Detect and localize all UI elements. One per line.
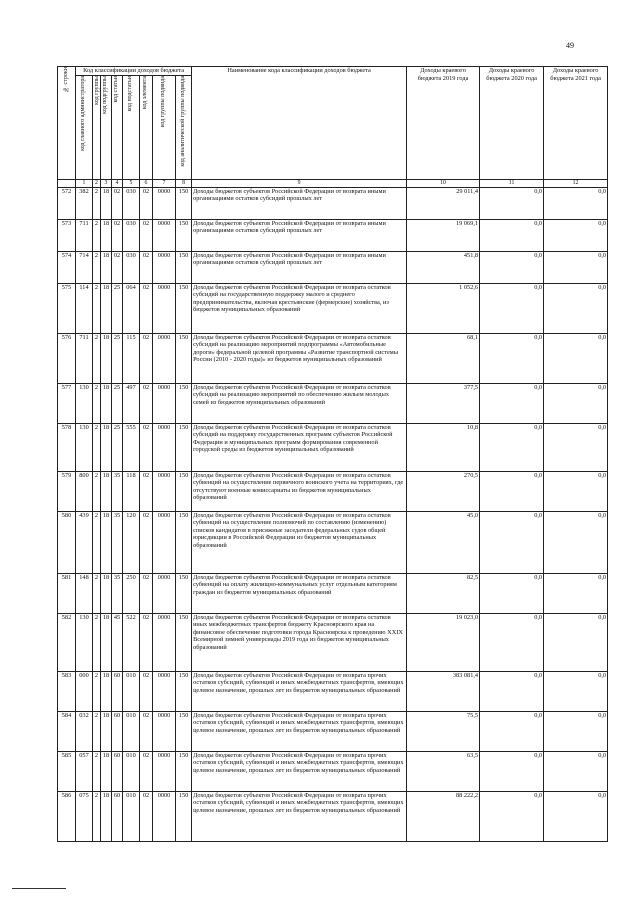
header-element-code: код элемента bbox=[140, 75, 153, 179]
admin-code: 075 bbox=[76, 791, 93, 841]
article-code: 25 bbox=[112, 283, 123, 333]
subgroup-code: 18 bbox=[101, 711, 112, 751]
subarticle-code: 064 bbox=[123, 283, 140, 333]
row-number: 578 bbox=[58, 423, 76, 471]
subgroup-code: 18 bbox=[101, 471, 112, 511]
row-number: 576 bbox=[58, 333, 76, 383]
subtype-group-code: 0000 bbox=[153, 383, 176, 423]
article-code: 60 bbox=[112, 711, 123, 751]
income-2021: 0,0 bbox=[544, 671, 608, 711]
table-row bbox=[58, 219, 608, 251]
element-code: 02 bbox=[140, 613, 153, 671]
header-income-2020: Доходы краевого бюджета 2020 года bbox=[480, 67, 544, 180]
analytic-group-code: 150 bbox=[176, 383, 192, 423]
income-name: Доходы бюджетов субъектов Российской Федерации от возврата прочих остатков субсидий, субвенций и иных межбюджетных трансфертов, имеющих целевое назначение, прошлых лет из бюджетов муниципальных образований bbox=[192, 671, 407, 711]
income-2019: 19 023,0 bbox=[407, 613, 480, 671]
subgroup-code: 18 bbox=[101, 333, 112, 383]
header-income-2021: Доходы краевого бюджета 2021 года bbox=[544, 67, 608, 180]
analytic-group-code: 150 bbox=[176, 471, 192, 511]
subgroup-code: 18 bbox=[101, 791, 112, 841]
subarticle-code: 120 bbox=[123, 511, 140, 573]
income-2021: 0,0 bbox=[544, 613, 608, 671]
group-code: 2 bbox=[93, 283, 101, 333]
subtype-group-code: 0000 bbox=[153, 423, 176, 471]
income-2019: 45,0 bbox=[407, 511, 480, 573]
income-name: Доходы бюджетов субъектов Российской Федерации от возврата прочих остатков субсидий, субвенций и иных межбюджетных трансфертов, имеющих целевое назначение, прошлых лет из бюджетов муниципальных образований bbox=[192, 751, 407, 791]
analytic-group-code: 150 bbox=[176, 751, 192, 791]
header-classification-group: Код классификации доходов бюджета bbox=[76, 67, 192, 76]
index-cell: 6 bbox=[140, 179, 153, 187]
income-name: Доходы бюджетов субъектов Российской Федерации от возврата остатков субсидий на поддержку государственных программ субъектов Российской Федерации и муниципальных программ формирования современной городской среды из бюджетов муниципальных образований bbox=[192, 423, 407, 471]
group-code: 2 bbox=[93, 471, 101, 511]
group-code: 2 bbox=[93, 711, 101, 751]
admin-code: 130 bbox=[76, 613, 93, 671]
income-2021: 0,0 bbox=[544, 573, 608, 613]
subtype-group-code: 0000 bbox=[153, 613, 176, 671]
admin-code: 439 bbox=[76, 511, 93, 573]
admin-code: 148 bbox=[76, 573, 93, 613]
header-subtype-group-code: код группы подвида bbox=[153, 75, 176, 179]
subgroup-code: 18 bbox=[101, 383, 112, 423]
table-row bbox=[58, 613, 608, 671]
header-article-code: код статьи bbox=[112, 75, 123, 179]
subgroup-code: 18 bbox=[101, 219, 112, 251]
table-row bbox=[58, 383, 608, 423]
subtype-group-code: 0000 bbox=[153, 511, 176, 573]
element-code: 02 bbox=[140, 333, 153, 383]
row-number: 583 bbox=[58, 671, 76, 711]
element-code: 02 bbox=[140, 573, 153, 613]
header-admin-code: код главного администратора bbox=[76, 75, 93, 179]
subgroup-code: 18 bbox=[101, 511, 112, 573]
income-2019: 270,5 bbox=[407, 471, 480, 511]
row-number: 584 bbox=[58, 711, 76, 751]
income-2020: 0,0 bbox=[480, 187, 544, 219]
income-2019: 451,8 bbox=[407, 251, 480, 283]
income-2021: 0,0 bbox=[544, 219, 608, 251]
table-row bbox=[58, 573, 608, 613]
subtype-group-code: 0000 bbox=[153, 283, 176, 333]
element-code: 02 bbox=[140, 751, 153, 791]
index-cell: 10 bbox=[407, 179, 480, 187]
income-2020: 0,0 bbox=[480, 219, 544, 251]
income-2020: 0,0 bbox=[480, 423, 544, 471]
income-name: Доходы бюджетов субъектов Российской Федерации от возврата иными организациями остатков субсидий прошлых лет bbox=[192, 187, 407, 219]
header-row-number: № строки bbox=[58, 67, 76, 180]
element-code: 02 bbox=[140, 187, 153, 219]
admin-code: 114 bbox=[76, 283, 93, 333]
article-code: 02 bbox=[112, 251, 123, 283]
group-code: 2 bbox=[93, 791, 101, 841]
index-cell: 11 bbox=[480, 179, 544, 187]
subgroup-code: 18 bbox=[101, 187, 112, 219]
subgroup-code: 18 bbox=[101, 283, 112, 333]
analytic-group-code: 150 bbox=[176, 283, 192, 333]
element-code: 02 bbox=[140, 471, 153, 511]
row-number: 574 bbox=[58, 251, 76, 283]
analytic-group-code: 150 bbox=[176, 791, 192, 841]
subarticle-code: 030 bbox=[123, 187, 140, 219]
index-cell: 3 bbox=[101, 179, 112, 187]
group-code: 2 bbox=[93, 187, 101, 219]
admin-code: 130 bbox=[76, 383, 93, 423]
index-cell: 2 bbox=[93, 179, 101, 187]
header-subgroup-code: код подгруппы bbox=[101, 75, 112, 179]
index-cell: 8 bbox=[176, 179, 192, 187]
income-name: Доходы бюджетов субъектов Российской Федерации от возврата остатков субсидий на реализацию мероприятий подпрограммы «Автомобильные дороги» федеральной целевой программы «Развитие транспортной системы России (2010 - 2020 годы)» из бюджетов муниципальных образований bbox=[192, 333, 407, 383]
subarticle-code: 010 bbox=[123, 671, 140, 711]
admin-code: 032 bbox=[76, 711, 93, 751]
admin-code: 711 bbox=[76, 219, 93, 251]
income-2019: 377,5 bbox=[407, 383, 480, 423]
budget-income-table bbox=[57, 66, 608, 842]
income-name: Доходы бюджетов субъектов Российской Федерации от возврата остатков субвенций на осуществление первичного воинского учета на территориях, где отсутствуют военные комиссариаты из бюджетов муниципальных образований bbox=[192, 471, 407, 511]
table-row bbox=[58, 751, 608, 791]
income-2021: 0,0 bbox=[544, 791, 608, 841]
analytic-group-code: 150 bbox=[176, 187, 192, 219]
article-code: 60 bbox=[112, 791, 123, 841]
income-2020: 0,0 bbox=[480, 671, 544, 711]
table-row bbox=[58, 671, 608, 711]
header-analytic-group-code: код аналитической группы подвида bbox=[176, 75, 192, 179]
income-2020: 0,0 bbox=[480, 251, 544, 283]
subarticle-code: 522 bbox=[123, 613, 140, 671]
row-number: 581 bbox=[58, 573, 76, 613]
income-name: Доходы бюджетов субъектов Российской Федерации от возврата остатков субвенций на оплату жилищно-коммунальных услуг отдельным категориям граждан из бюджетов муниципальных образований bbox=[192, 573, 407, 613]
income-2020: 0,0 bbox=[480, 791, 544, 841]
income-2021: 0,0 bbox=[544, 251, 608, 283]
analytic-group-code: 150 bbox=[176, 219, 192, 251]
analytic-group-code: 150 bbox=[176, 333, 192, 383]
subarticle-code: 497 bbox=[123, 383, 140, 423]
group-code: 2 bbox=[93, 671, 101, 711]
row-number: 575 bbox=[58, 283, 76, 333]
admin-code: 382 bbox=[76, 187, 93, 219]
income-name: Доходы бюджетов субъектов Российской Федерации от возврата остатков иных межбюджетных трансфертов бюджету Красноярского края на финансовое обеспечение подготовки города Красноярска к проведению XXIX Всемирной зимней универсиады 2019 года из бюджетов муниципальных образований bbox=[192, 613, 407, 671]
footer-rule bbox=[12, 888, 66, 889]
income-2020: 0,0 bbox=[480, 383, 544, 423]
admin-code: 057 bbox=[76, 751, 93, 791]
article-code: 60 bbox=[112, 671, 123, 711]
element-code: 02 bbox=[140, 671, 153, 711]
article-code: 25 bbox=[112, 333, 123, 383]
index-cell bbox=[58, 179, 76, 187]
group-code: 2 bbox=[93, 333, 101, 383]
subarticle-code: 030 bbox=[123, 251, 140, 283]
index-cell: 4 bbox=[112, 179, 123, 187]
element-code: 02 bbox=[140, 511, 153, 573]
income-name: Доходы бюджетов субъектов Российской Федерации от возврата прочих остатков субсидий, субвенций и иных межбюджетных трансфертов, имеющих целевое назначение, прошлых лет из бюджетов муниципальных образований bbox=[192, 791, 407, 841]
table-row bbox=[58, 333, 608, 383]
analytic-group-code: 150 bbox=[176, 711, 192, 751]
subarticle-code: 115 bbox=[123, 333, 140, 383]
income-2019: 63,5 bbox=[407, 751, 480, 791]
header-name: Наименование кода классификации доходов бюджета bbox=[192, 67, 407, 180]
analytic-group-code: 150 bbox=[176, 251, 192, 283]
subtype-group-code: 0000 bbox=[153, 711, 176, 751]
header-group-row bbox=[58, 67, 608, 76]
subtype-group-code: 0000 bbox=[153, 187, 176, 219]
income-name: Доходы бюджетов субъектов Российской Федерации от возврата остатков субсидий на реализацию мероприятий по обеспечению жильем молодых семей из бюджетов муниципальных образований bbox=[192, 383, 407, 423]
element-code: 02 bbox=[140, 219, 153, 251]
income-2020: 0,0 bbox=[480, 751, 544, 791]
subtype-group-code: 0000 bbox=[153, 671, 176, 711]
article-code: 45 bbox=[112, 613, 123, 671]
group-code: 2 bbox=[93, 511, 101, 573]
income-2021: 0,0 bbox=[544, 383, 608, 423]
income-2021: 0,0 bbox=[544, 283, 608, 333]
row-number: 577 bbox=[58, 383, 76, 423]
income-2019: 68,1 bbox=[407, 333, 480, 383]
subtype-group-code: 0000 bbox=[153, 333, 176, 383]
row-number: 580 bbox=[58, 511, 76, 573]
income-name: Доходы бюджетов субъектов Российской Федерации от возврата иными организациями остатков субсидий прошлых лет bbox=[192, 219, 407, 251]
subarticle-code: 010 bbox=[123, 711, 140, 751]
group-code: 2 bbox=[93, 383, 101, 423]
income-2021: 0,0 bbox=[544, 187, 608, 219]
header-income-2019: Доходы краевого бюджета 2019 года bbox=[407, 67, 480, 180]
index-cell: 1 bbox=[76, 179, 93, 187]
group-code: 2 bbox=[93, 573, 101, 613]
income-2019: 88 222,2 bbox=[407, 791, 480, 841]
income-2019: 1 052,6 bbox=[407, 283, 480, 333]
row-number: 582 bbox=[58, 613, 76, 671]
income-2019: 10,8 bbox=[407, 423, 480, 471]
subarticle-code: 010 bbox=[123, 791, 140, 841]
income-2019: 29 011,4 bbox=[407, 187, 480, 219]
subtype-group-code: 0000 bbox=[153, 219, 176, 251]
table-row bbox=[58, 187, 608, 219]
article-code: 60 bbox=[112, 751, 123, 791]
subtype-group-code: 0000 bbox=[153, 251, 176, 283]
admin-code: 800 bbox=[76, 471, 93, 511]
row-number: 585 bbox=[58, 751, 76, 791]
income-2019: 75,5 bbox=[407, 711, 480, 751]
subarticle-code: 010 bbox=[123, 751, 140, 791]
element-code: 02 bbox=[140, 383, 153, 423]
subgroup-code: 18 bbox=[101, 671, 112, 711]
analytic-group-code: 150 bbox=[176, 671, 192, 711]
article-code: 25 bbox=[112, 423, 123, 471]
table-row bbox=[58, 791, 608, 841]
table-row bbox=[58, 251, 608, 283]
article-code: 02 bbox=[112, 187, 123, 219]
analytic-group-code: 150 bbox=[176, 573, 192, 613]
income-name: Доходы бюджетов субъектов Российской Федерации от возврата прочих остатков субсидий, субвенций и иных межбюджетных трансфертов, имеющих целевое назначение, прошлых лет из бюджетов муниципальных образований bbox=[192, 711, 407, 751]
row-number: 586 bbox=[58, 791, 76, 841]
income-name: Доходы бюджетов субъектов Российской Федерации от возврата иными организациями остатков субсидий прошлых лет bbox=[192, 251, 407, 283]
article-code: 35 bbox=[112, 511, 123, 573]
income-2019: 82,5 bbox=[407, 573, 480, 613]
income-2020: 0,0 bbox=[480, 333, 544, 383]
subgroup-code: 18 bbox=[101, 251, 112, 283]
subgroup-code: 18 bbox=[101, 573, 112, 613]
header-index-row bbox=[58, 179, 608, 187]
analytic-group-code: 150 bbox=[176, 613, 192, 671]
group-code: 2 bbox=[93, 251, 101, 283]
subarticle-code: 118 bbox=[123, 471, 140, 511]
subtype-group-code: 0000 bbox=[153, 471, 176, 511]
element-code: 02 bbox=[140, 251, 153, 283]
element-code: 02 bbox=[140, 791, 153, 841]
index-cell: 7 bbox=[153, 179, 176, 187]
row-number: 573 bbox=[58, 219, 76, 251]
subtype-group-code: 0000 bbox=[153, 751, 176, 791]
income-2021: 0,0 bbox=[544, 423, 608, 471]
table-row bbox=[58, 711, 608, 751]
analytic-group-code: 150 bbox=[176, 511, 192, 573]
article-code: 35 bbox=[112, 471, 123, 511]
income-2020: 0,0 bbox=[480, 471, 544, 511]
income-2019: 19 069,1 bbox=[407, 219, 480, 251]
subgroup-code: 18 bbox=[101, 613, 112, 671]
subarticle-code: 250 bbox=[123, 573, 140, 613]
income-2021: 0,0 bbox=[544, 511, 608, 573]
page-number: 49 bbox=[566, 41, 574, 50]
article-code: 35 bbox=[112, 573, 123, 613]
income-2021: 0,0 bbox=[544, 711, 608, 751]
income-2021: 0,0 bbox=[544, 751, 608, 791]
row-number: 579 bbox=[58, 471, 76, 511]
income-2020: 0,0 bbox=[480, 613, 544, 671]
element-code: 02 bbox=[140, 423, 153, 471]
group-code: 2 bbox=[93, 219, 101, 251]
subgroup-code: 18 bbox=[101, 751, 112, 791]
income-2020: 0,0 bbox=[480, 283, 544, 333]
admin-code: 000 bbox=[76, 671, 93, 711]
group-code: 2 bbox=[93, 423, 101, 471]
index-cell: 9 bbox=[192, 179, 407, 187]
analytic-group-code: 150 bbox=[176, 423, 192, 471]
group-code: 2 bbox=[93, 613, 101, 671]
income-2020: 0,0 bbox=[480, 711, 544, 751]
header-subarticle-code: код подстатьи bbox=[123, 75, 140, 179]
subtype-group-code: 0000 bbox=[153, 791, 176, 841]
income-2020: 0,0 bbox=[480, 573, 544, 613]
header-group-code: код группы bbox=[93, 75, 101, 179]
index-cell: 12 bbox=[544, 179, 608, 187]
admin-code: 714 bbox=[76, 251, 93, 283]
admin-code: 711 bbox=[76, 333, 93, 383]
income-name: Доходы бюджетов субъектов Российской Федерации от возврата остатков субсидий на государственную поддержку малого и среднего предпринимательства, включая крестьянские (фермерские) хозяйства, из бюджетов муниципальных образований bbox=[192, 283, 407, 333]
income-2020: 0,0 bbox=[480, 511, 544, 573]
table-row bbox=[58, 283, 608, 333]
article-code: 25 bbox=[112, 383, 123, 423]
income-2021: 0,0 bbox=[544, 333, 608, 383]
subarticle-code: 030 bbox=[123, 219, 140, 251]
element-code: 02 bbox=[140, 711, 153, 751]
admin-code: 130 bbox=[76, 423, 93, 471]
income-2021: 0,0 bbox=[544, 471, 608, 511]
table-row bbox=[58, 511, 608, 573]
income-2019: 383 081,4 bbox=[407, 671, 480, 711]
subtype-group-code: 0000 bbox=[153, 573, 176, 613]
article-code: 02 bbox=[112, 219, 123, 251]
income-name: Доходы бюджетов субъектов Российской Федерации от возврата остатков субвенций на осуществление полномочий по составлению (изменению) списков кандидатов в присяжные заседатели федеральных судов общей юрисдикции в Российской Федерации из бюджетов муниципальных образований bbox=[192, 511, 407, 573]
index-cell: 5 bbox=[123, 179, 140, 187]
subgroup-code: 18 bbox=[101, 423, 112, 471]
group-code: 2 bbox=[93, 751, 101, 791]
subarticle-code: 555 bbox=[123, 423, 140, 471]
row-number: 572 bbox=[58, 187, 76, 219]
table-row bbox=[58, 471, 608, 511]
table-row bbox=[58, 423, 608, 471]
element-code: 02 bbox=[140, 283, 153, 333]
